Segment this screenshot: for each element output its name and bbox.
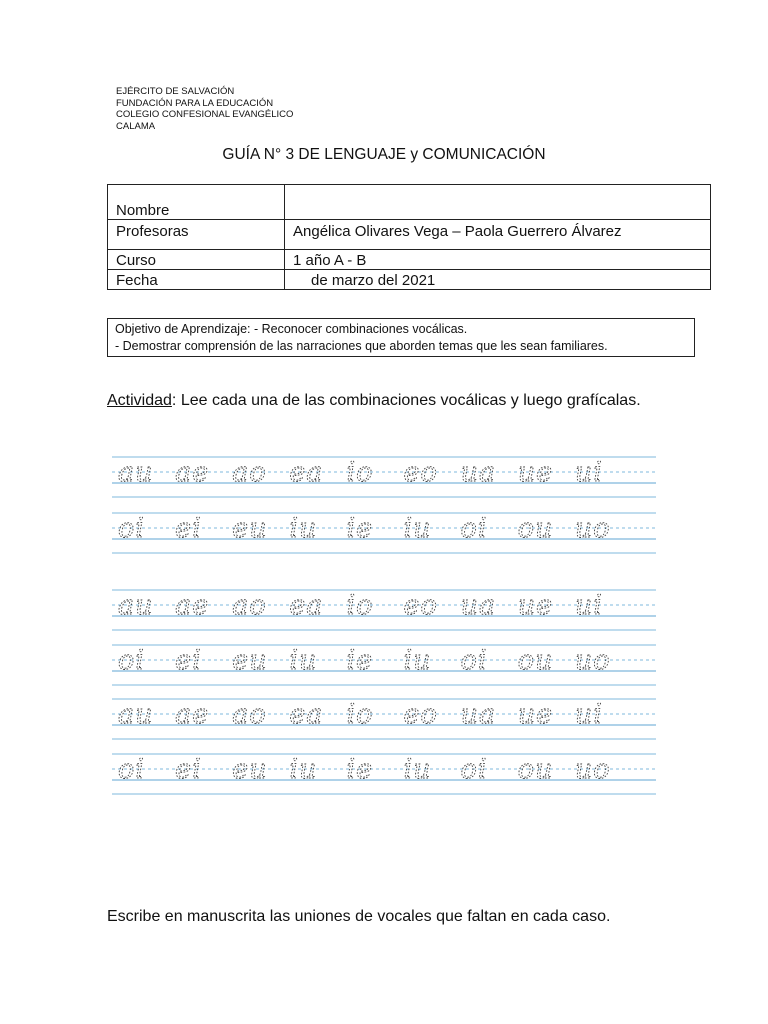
vowel-combination-trace: ae (175, 590, 210, 621)
vowel-combination-trace: oi (118, 513, 145, 544)
vowel-combination-trace: au (118, 590, 154, 621)
vowel-combination-trace: ua (460, 699, 497, 730)
bottom-instruction: Escribe en manuscrita las uniones de vocales que faltan en cada caso. (107, 908, 611, 925)
vowel-combination-trace: eu (232, 645, 268, 676)
vowel-combination-trace: eu (232, 754, 268, 785)
vowel-combination-trace: ue (517, 699, 554, 730)
header-line: COLEGIO CONFESIONAL EVANGÉLICO (116, 109, 294, 120)
objective-line-1: Objetivo de Aprendizaje: - Reconocer combinaciones vocálicas. (115, 322, 468, 336)
header-line: FUNDACIÓN PARA LA EDUCACIÓN (116, 97, 274, 109)
vowel-combination-trace: ie (346, 645, 374, 676)
vowel-combination-trace: ao (232, 457, 267, 488)
vowel-combination-trace: ui (574, 457, 603, 488)
activity-label: Actividad (107, 392, 172, 409)
vowel-combination-trace: au (118, 457, 154, 488)
vowel-combination-trace: ou (517, 754, 554, 785)
vowel-combination-trace: oi (118, 754, 145, 785)
value-fecha: de marzo del 2021 (285, 270, 711, 290)
vowel-combination-trace: eu (232, 513, 268, 544)
vowel-combination-trace: uo (574, 754, 611, 785)
vowel-combination-trace: ou (517, 645, 554, 676)
objective-line-2: - Demostrar comprensión de las narraciones que aborden temas que les sean familiares. (115, 338, 608, 353)
vowel-combination-trace: ei (175, 645, 202, 676)
vowel-combination-trace: io (346, 699, 374, 730)
vowel-combination-trace: ua (460, 590, 497, 621)
vowel-combination-trace: ao (232, 699, 267, 730)
vowel-combination-trace: iu (289, 513, 318, 544)
vowel-combination-trace: iu (289, 754, 318, 785)
vowel-combination-trace: ea (289, 699, 324, 730)
vowel-combination-trace: ea (289, 457, 324, 488)
vowel-combination-trace: ao (232, 590, 267, 621)
vowel-combination-trace: ei (175, 513, 202, 544)
vowel-combination-trace: ae (175, 699, 210, 730)
header-line: CALAMA (116, 120, 156, 132)
vowel-combination-trace: ue (517, 590, 554, 621)
vowel-combination-trace: iu (403, 754, 432, 785)
value-curso: 1 año A - B (285, 250, 711, 270)
label-nombre: Nombre (108, 185, 285, 220)
vowel-combination-trace: uo (574, 645, 611, 676)
vowel-combination-trace: oi (460, 513, 488, 544)
vowel-combination-trace: eo (403, 457, 438, 488)
label-profesoras: Profesoras (108, 220, 285, 250)
vowel-combination-trace: eo (403, 699, 438, 730)
label-fecha: Fecha (108, 270, 285, 290)
header-line: EJÉRCITO DE SALVACIÓN (116, 86, 235, 97)
vowel-combination-trace: ua (460, 457, 497, 488)
vowel-combination-trace: ie (346, 513, 374, 544)
value-profesoras: Angélica Olivares Vega – Paola Guerrero Álvarez (285, 220, 711, 250)
label-curso: Curso (108, 250, 285, 270)
vowel-combination-trace: io (346, 457, 374, 488)
vowel-combination-trace: iu (403, 513, 432, 544)
vowel-combination-trace: iu (403, 645, 432, 676)
vowel-combination-trace: ae (175, 457, 210, 488)
vowel-combination-trace: oi (118, 645, 145, 676)
vowel-combination-trace: iu (289, 645, 318, 676)
vowel-combination-trace: oi (460, 754, 488, 785)
vowel-combination-trace: ie (346, 754, 374, 785)
vowel-combination-trace: io (346, 590, 374, 621)
vowel-combination-trace: ui (574, 699, 603, 730)
page-title: GUÍA N° 3 DE LENGUAJE y COMUNICACIÓN (222, 146, 546, 163)
vowel-combination-trace: ea (289, 590, 324, 621)
vowel-combination-trace: ou (517, 513, 554, 544)
activity-text: : Lee cada una de las combinaciones vocálicas y luego grafícalas. (171, 392, 641, 409)
vowel-combination-trace: ue (517, 457, 554, 488)
vowel-combination-trace: ui (574, 590, 603, 621)
vowel-combination-trace: uo (574, 513, 611, 544)
vowel-combination-trace: oi (460, 645, 488, 676)
vowel-combination-trace: au (118, 699, 154, 730)
vowel-combination-trace: eo (403, 590, 438, 621)
vowel-combination-trace: ei (175, 754, 202, 785)
